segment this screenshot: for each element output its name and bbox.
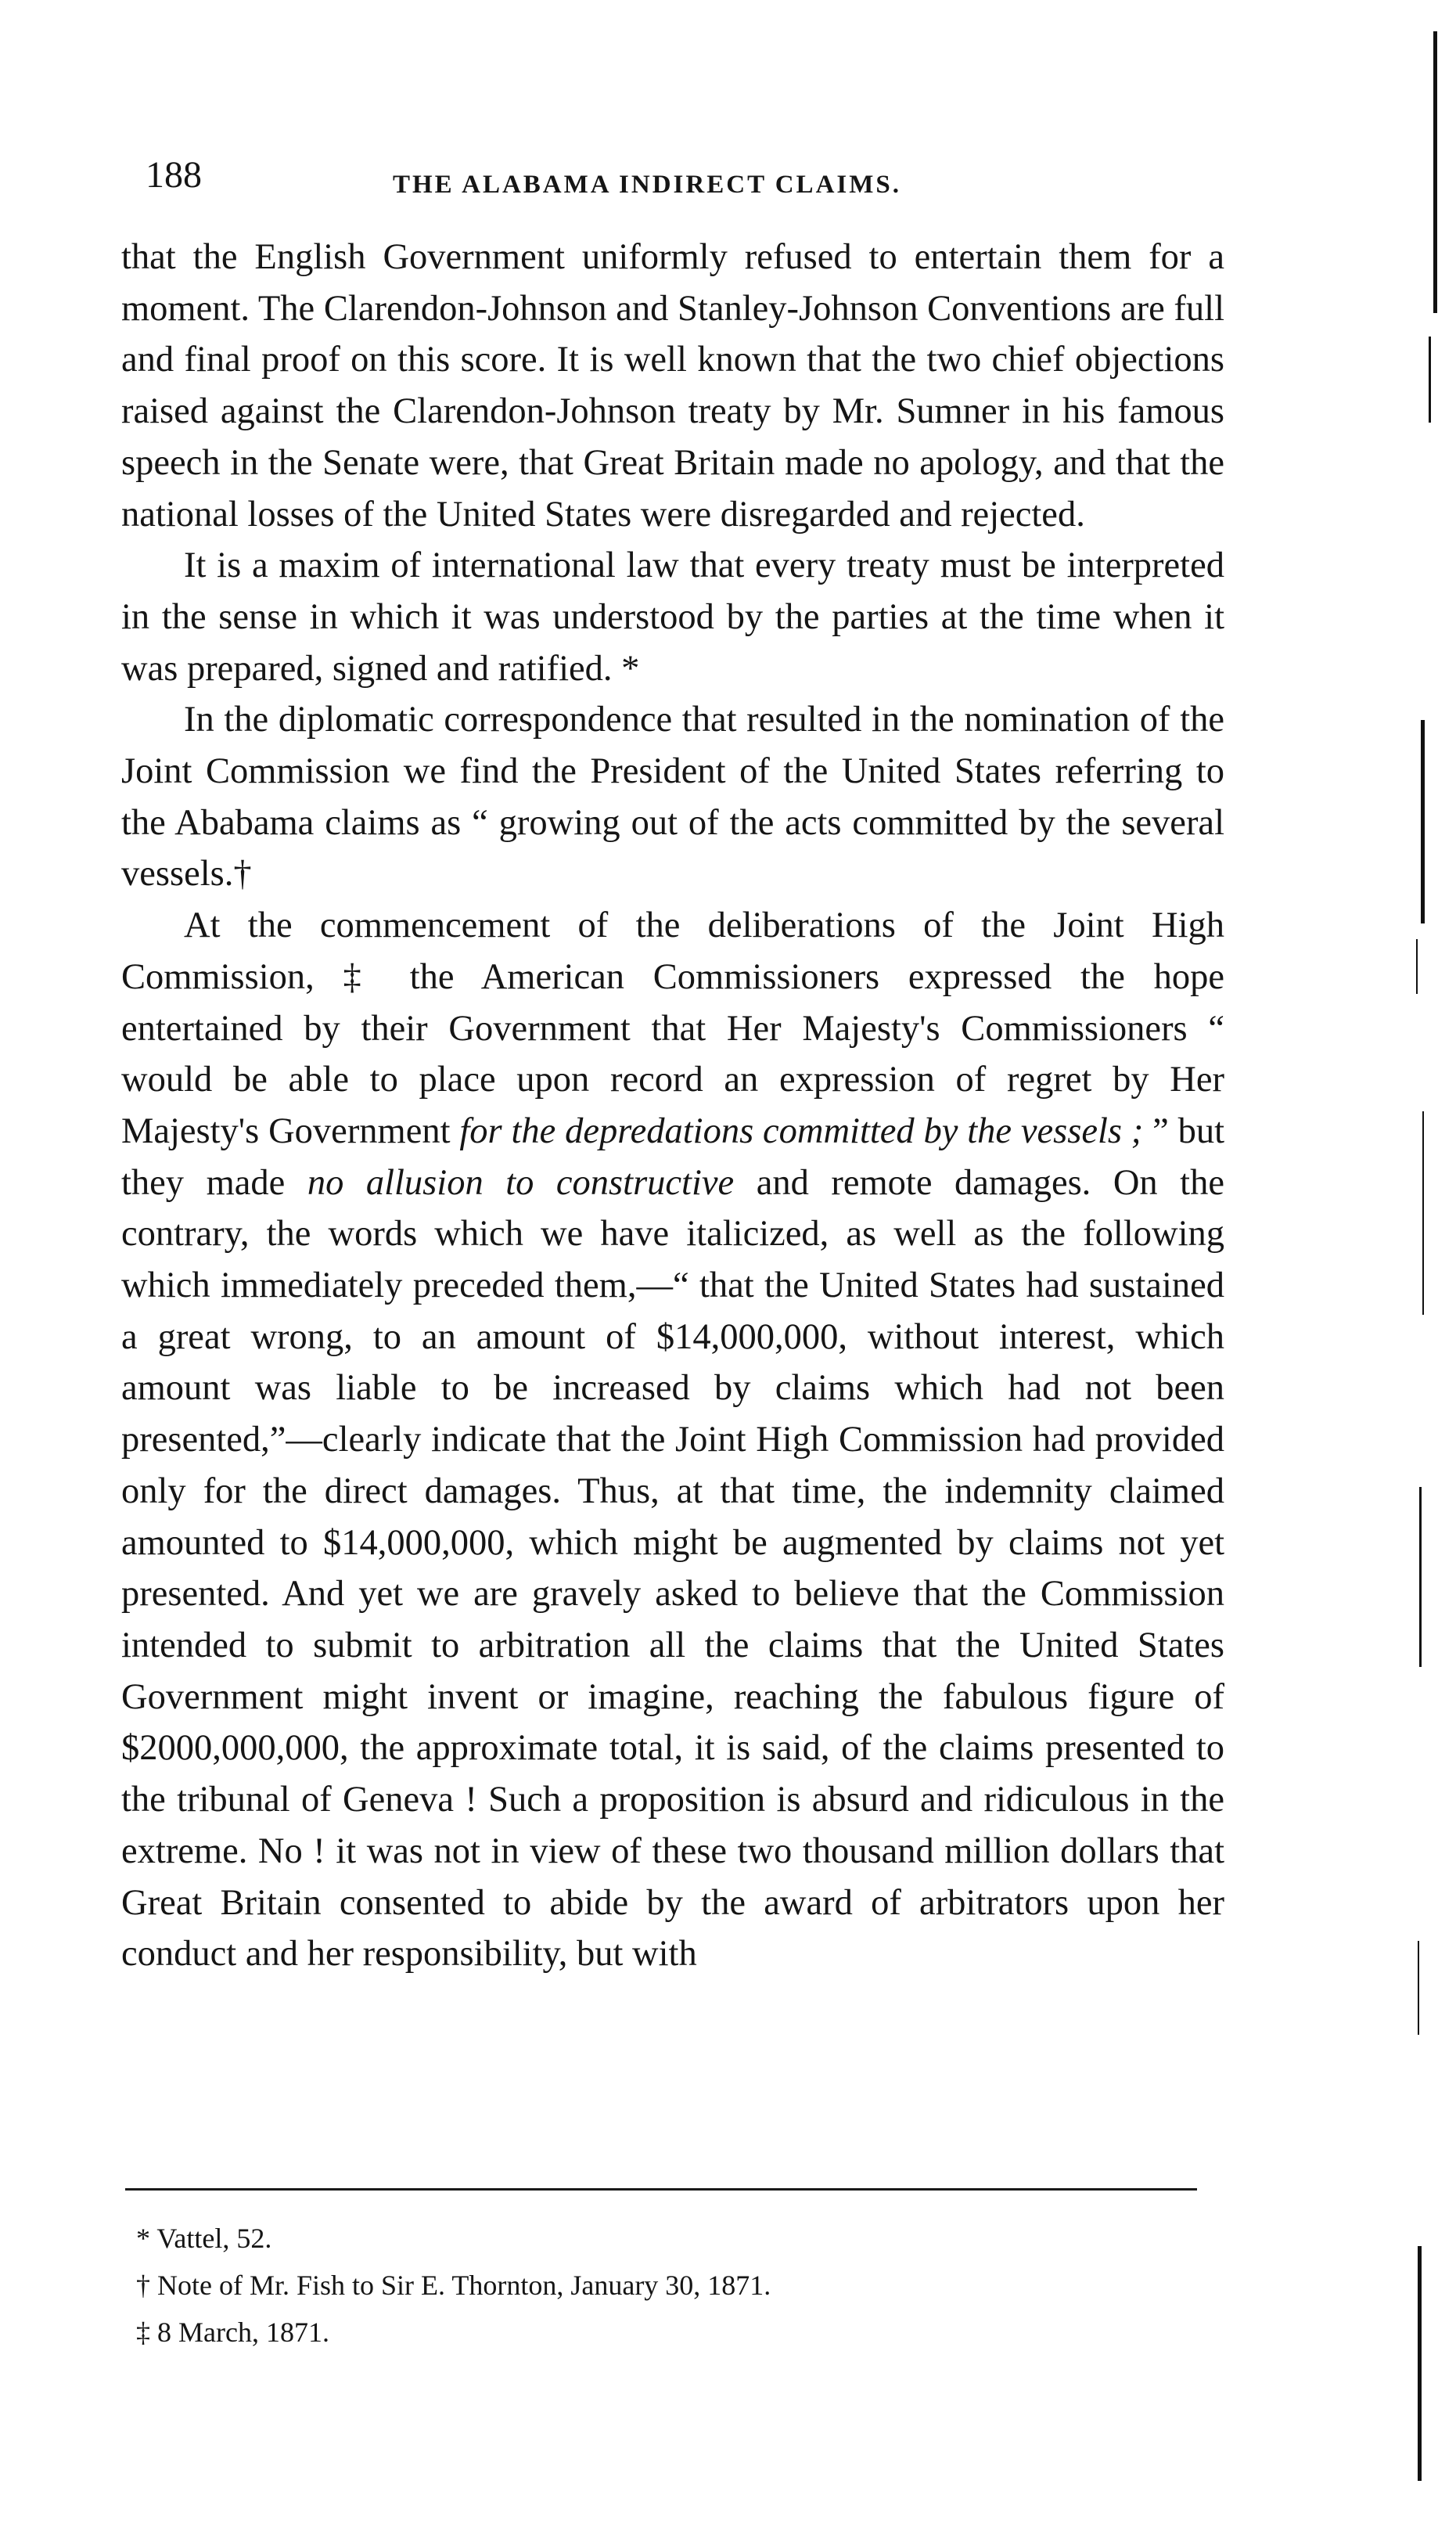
body-text bbox=[121, 232, 1224, 1980]
paragraph-4-text-2: ” but they made bbox=[121, 1111, 1224, 1203]
footnote-1: * Vattel, 52. bbox=[136, 2223, 272, 2254]
page-number: 188 bbox=[146, 154, 202, 196]
italic-phrase-depredations: for the depredations committed by the vessels ; bbox=[459, 1111, 1144, 1151]
page-edge-mark bbox=[1419, 1487, 1422, 1667]
footnotes bbox=[136, 2219, 1192, 2360]
paragraph-4 bbox=[121, 900, 1224, 1980]
footnote-divider bbox=[125, 2188, 1197, 2191]
page-edge-mark bbox=[1422, 1111, 1424, 1315]
italic-phrase-no-allusion: no allusion to constructive bbox=[307, 1162, 735, 1203]
paragraph-2: It is a maxim of international law that every treaty must be interpreted in the sense in which it was understood by the parties at the time when it was prepared, signed and ratified. * bbox=[121, 545, 1224, 689]
page-edge-mark bbox=[1421, 720, 1425, 923]
paragraph-4-text-3: and remote damages. On the contrary, the words which we have italicized, as well as the following which immediately preceded them,—“ that the United States had sustained a great wrong, to an amount of $14,000,000, without interest, which amount was liable to be increased by claims which had not been presented,”—clearly indicate that the Joint High Commission had provided only for the direct damages. Thus, at that time, the indemnity claimed amounted to $14,000,000, which might be augmented by claims not yet presented. And yet we are gravely asked to believe that the Commission intended to submit to arbitration all the claims that the United States Government might invent or imagine, reaching the fabulous figure of $2000,000,000, the approximate total, it is said, of the claims presented to the tribunal of Geneva ! Such a proposition is absurd and ridiculous in the extreme. No ! it was not in view of these two thousand million dollars that Great Britain consented to abide by the award of arbitrators upon her conduct and her responsibility, but with bbox=[121, 1162, 1224, 1975]
running-head: THE ALABAMA INDIRECT CLAIMS. bbox=[393, 171, 901, 199]
page-edge-mark bbox=[1418, 2246, 1422, 2481]
footnote-3: ‡ 8 March, 1871. bbox=[136, 2317, 329, 2348]
paragraph-1: that the English Government uniformly refused to entertain them for a moment. The Clarendon-Johnson and Stanley-Johnson Conventions are full and final proof on this score. It is well known that the two chief objections raised against the Clarendon-Johnson treaty by Mr. Sumner in his famous speech in the Senate were, that Great Britain made no apology, and that the national losses of the United States were disregarded and rejected. bbox=[121, 237, 1224, 535]
footnote-2: † Note of Mr. Fish to Sir E. Thornton, January 30, 1871. bbox=[136, 2270, 771, 2301]
page-edge-mark bbox=[1429, 337, 1431, 423]
paragraph-3: In the diplomatic correspondence that resulted in the nomination of the Joint Commission we find the President of the United States referring to the Ababama claims as “ growing out of the acts committed by the several vessels.† bbox=[121, 700, 1224, 895]
paragraph-4-text-1: At the commencement of the deliberations of the Joint High Commission, ‡ the American Commissioners expressed the hope entertained by their Government that Her Majesty's Commissioners “ would be able to place upon record an expression of regret by Her Majesty's Government bbox=[121, 905, 1224, 1151]
page-edge-mark bbox=[1416, 939, 1418, 994]
page-header bbox=[146, 153, 1186, 208]
page-edge-mark bbox=[1418, 1941, 1419, 2035]
page-edge-mark bbox=[1433, 31, 1437, 313]
